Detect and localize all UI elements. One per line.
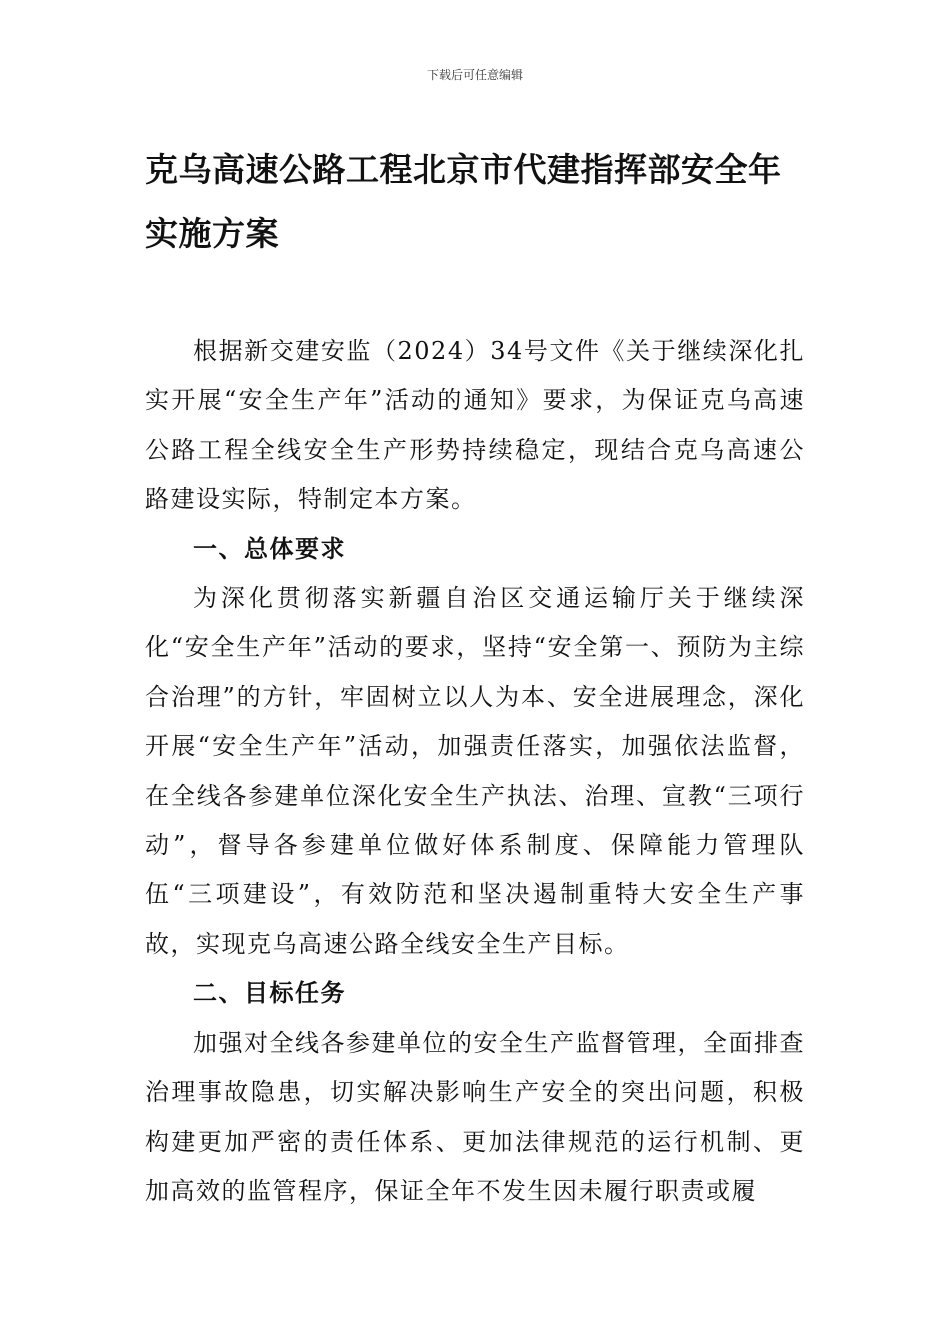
page-header: 下载后可任意编辑 — [426, 68, 523, 82]
section-body-overall-requirements: 为深化贯彻落实新疆自治区交通运输厅关于继续深化“安全生产年”活动的要求，坚持“安全第一、预防为主综合治理”的方针，牢固树立以人为本、安全进展理念，深化开展“安全生产年”活动，加强责任落实，加强依法监督，在全线各参建单位深化安全生产执法、治理、宣教“三项行动”，督导各参建单位做好体系制度、保障能力管理队伍“三项建设”，有效防范和坚决遏制重特大安全生产事故，实现克乌高速公路全线安全生产目标。 — [145, 584, 805, 958]
section-body-target-tasks: 加强对全线各参建单位的安全生产监督管理，全面排查治理事故隐患，切实解决影响生产安全的突出问题，积极构建更加严密的责任体系、更加法律规范的运行机制、更加高效的监管程序，保证全年不发生因未履行职责或履 — [145, 1028, 805, 1205]
document-title: 克乌高速公路工程北京市代建指挥部安全年实施方案 — [145, 150, 782, 253]
document-body — [145, 327, 805, 1216]
section-heading-target-tasks: 二、目标任务 — [193, 979, 346, 1008]
intro-paragraph: 根据新交建安监（2024）34号文件《关于继续深化扎实开展“安全生产年”活动的通知》要求，为保证克乌高速公路工程全线安全生产形势持续稳定，现结合克乌高速公路建设实际，特制定本方案。 — [145, 337, 805, 514]
section-heading-overall-requirements: 一、总体要求 — [193, 534, 346, 563]
